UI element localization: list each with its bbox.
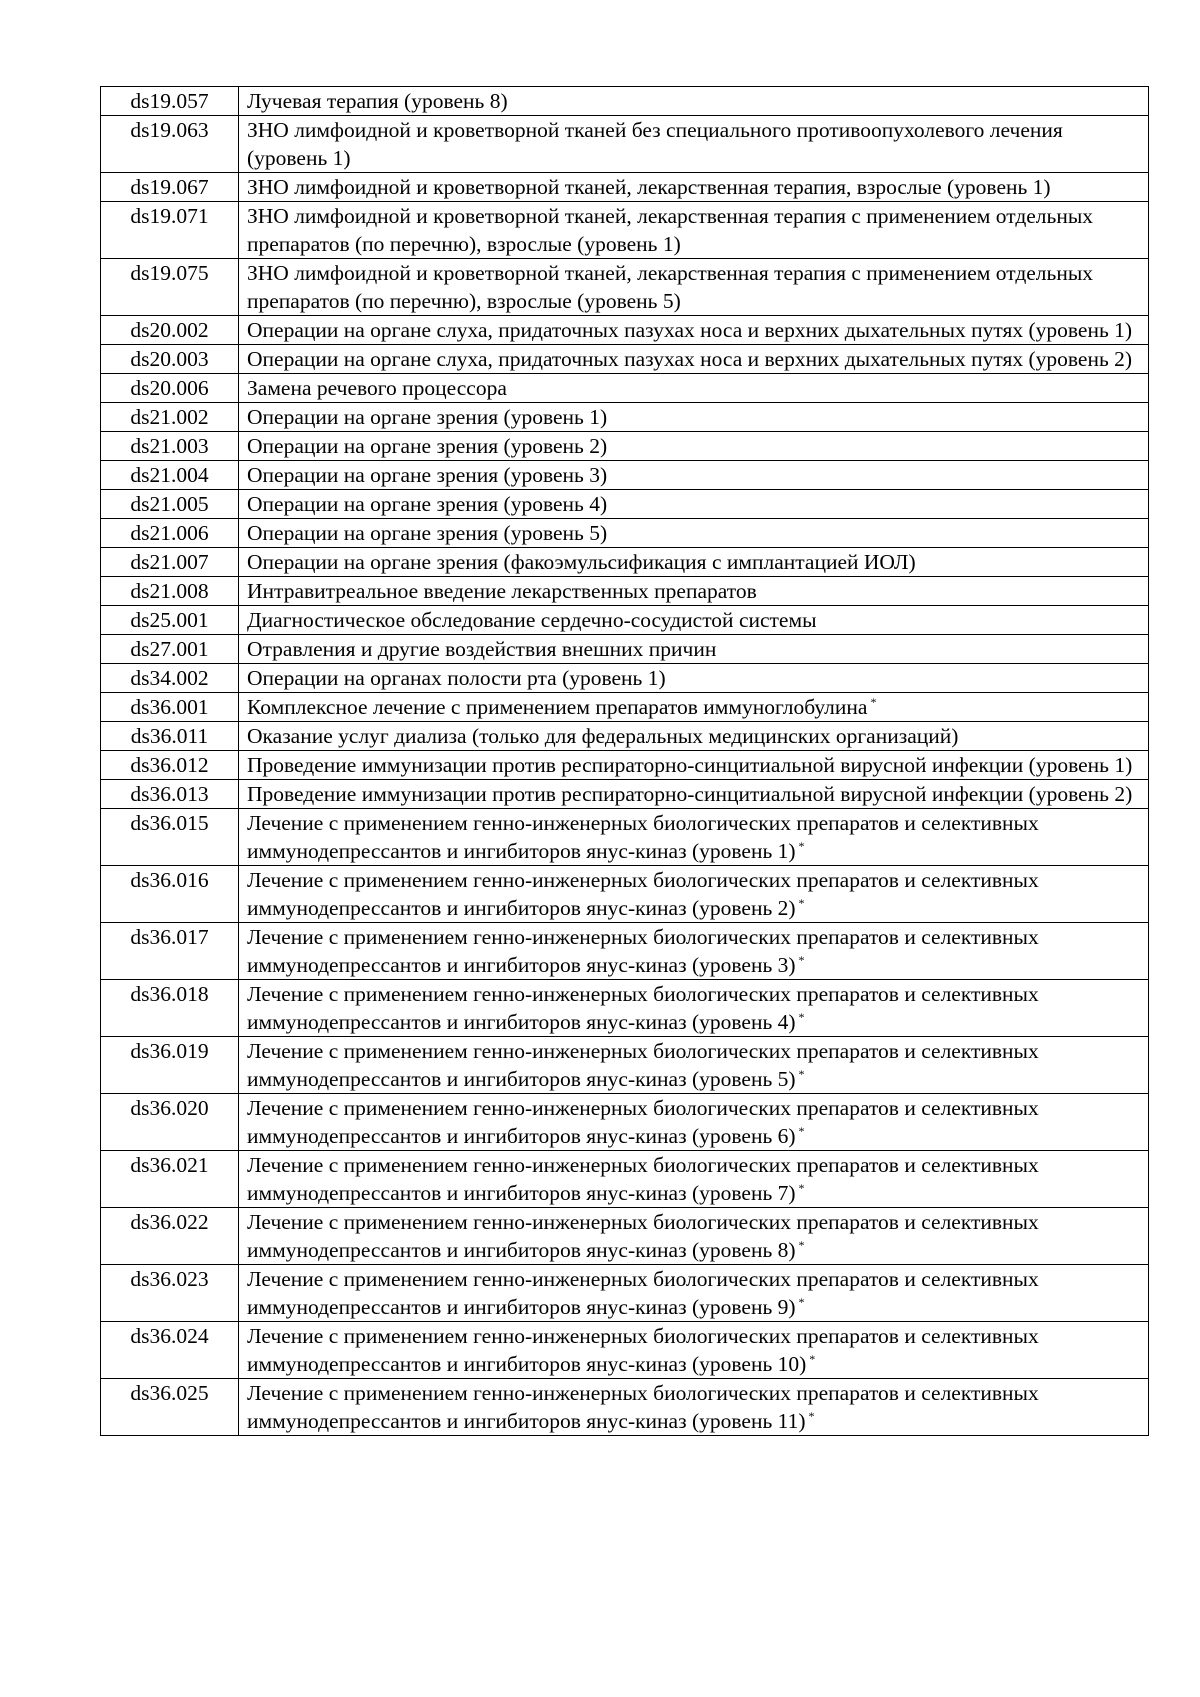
code-cell: ds19.071: [101, 202, 239, 259]
table-row: [101, 403, 1149, 432]
table-row: [101, 577, 1149, 606]
name-cell: [239, 1379, 1149, 1436]
code-cell: ds36.013: [101, 780, 239, 809]
name-text: Операции на органе зрения (уровень 4): [247, 492, 608, 516]
code-cell: ds21.002: [101, 403, 239, 432]
table-row: [101, 809, 1149, 866]
name-text: Лечение с применением генно-инженерных биологических препаратов и селективных иммунодепрессантов и ингибиторов янус-киназ (уровень 9): [247, 1267, 1039, 1319]
table-row: [101, 1094, 1149, 1151]
name-cell: [239, 980, 1149, 1037]
table-row: [101, 780, 1149, 809]
name-text: Операции на органе зрения (уровень 5): [247, 521, 608, 545]
name-text: ЗНО лимфоидной и кроветворной тканей, лекарственная терапия с применением отдельных препаратов (по перечню), взрослые (уровень 5): [247, 261, 1094, 313]
code-cell: ds36.012: [101, 751, 239, 780]
name-cell: [239, 519, 1149, 548]
table-row: [101, 751, 1149, 780]
name-text: Лечение с применением генно-инженерных биологических препаратов и селективных иммунодепрессантов и ингибиторов янус-киназ (уровень 1): [247, 811, 1039, 863]
table-row: [101, 87, 1149, 116]
code-cell: ds21.008: [101, 577, 239, 606]
name-cell: [239, 923, 1149, 980]
name-cell: [239, 693, 1149, 722]
table-row: [101, 693, 1149, 722]
name-text: Проведение иммунизации против респираторно-синцитиальной вирусной инфекции (уровень 1): [247, 753, 1133, 777]
table-row: [101, 259, 1149, 316]
name-text: Операции на органе слуха, придаточных пазухах носа и верхних дыхательных путях (уровень 2): [247, 347, 1133, 371]
code-cell: ds36.024: [101, 1322, 239, 1379]
table-row: [101, 1208, 1149, 1265]
code-cell: ds25.001: [101, 606, 239, 635]
name-cell: [239, 780, 1149, 809]
code-cell: ds36.001: [101, 693, 239, 722]
code-cell: ds36.017: [101, 923, 239, 980]
table-row: [101, 923, 1149, 980]
name-cell: [239, 374, 1149, 403]
name-text: Диагностическое обследование сердечно-сосудистой системы: [247, 608, 817, 632]
code-cell: ds36.011: [101, 722, 239, 751]
name-cell: [239, 548, 1149, 577]
code-cell: ds36.025: [101, 1379, 239, 1436]
name-text: ЗНО лимфоидной и кроветворной тканей, лекарственная терапия, взрослые (уровень 1): [247, 175, 1051, 199]
table-row: [101, 548, 1149, 577]
table-row: [101, 722, 1149, 751]
name-text: Операции на органе зрения (уровень 2): [247, 434, 608, 458]
footnote-marker: *: [798, 1066, 805, 1081]
table-row: [101, 519, 1149, 548]
footnote-marker: *: [809, 1351, 816, 1366]
code-cell: ds36.022: [101, 1208, 239, 1265]
table-row: [101, 980, 1149, 1037]
name-text: Комплексное лечение с применением препаратов иммуноглобулина: [247, 695, 868, 719]
name-text: ЗНО лимфоидной и кроветворной тканей без специального противоопухолевого лечения (уровень 1): [247, 118, 1063, 170]
code-cell: ds19.057: [101, 87, 239, 116]
code-cell: ds19.075: [101, 259, 239, 316]
name-cell: [239, 722, 1149, 751]
name-cell: [239, 1094, 1149, 1151]
name-cell: [239, 1208, 1149, 1265]
table-row: [101, 1265, 1149, 1322]
name-text: Оказание услуг диализа (только для федеральных медицинских организаций): [247, 724, 959, 748]
name-cell: [239, 316, 1149, 345]
name-text: Интравитреальное введение лекарственных препаратов: [247, 579, 757, 603]
table-row: [101, 316, 1149, 345]
table-row: [101, 461, 1149, 490]
table-row: [101, 432, 1149, 461]
code-cell: ds36.023: [101, 1265, 239, 1322]
name-cell: [239, 1151, 1149, 1208]
table-row: [101, 635, 1149, 664]
code-cell: ds21.003: [101, 432, 239, 461]
name-text: Лечение с применением генно-инженерных биологических препаратов и селективных иммунодепрессантов и ингибиторов янус-киназ (уровень 5): [247, 1039, 1039, 1091]
code-cell: ds21.006: [101, 519, 239, 548]
table-row: [101, 202, 1149, 259]
name-cell: [239, 461, 1149, 490]
name-cell: [239, 1322, 1149, 1379]
code-cell: ds36.016: [101, 866, 239, 923]
name-text: Операции на органе зрения (уровень 1): [247, 405, 608, 429]
name-cell: [239, 116, 1149, 173]
name-cell: [239, 87, 1149, 116]
name-cell: [239, 866, 1149, 923]
code-cell: ds36.020: [101, 1094, 239, 1151]
table-row: [101, 1151, 1149, 1208]
name-text: Замена речевого процессора: [247, 376, 507, 400]
code-cell: ds20.003: [101, 345, 239, 374]
table-row: [101, 345, 1149, 374]
name-text: Операции на органе зрения (уровень 3): [247, 463, 608, 487]
table-row: [101, 374, 1149, 403]
footnote-marker: *: [798, 895, 805, 910]
name-text: Лучевая терапия (уровень 8): [247, 89, 508, 113]
name-text: Лечение с применением генно-инженерных биологических препаратов и селективных иммунодепрессантов и ингибиторов янус-киназ (уровень 4): [247, 982, 1039, 1034]
name-text: Лечение с применением генно-инженерных биологических препаратов и селективных иммунодепрессантов и ингибиторов янус-киназ (уровень 3): [247, 925, 1039, 977]
name-text: Операции на органе слуха, придаточных пазухах носа и верхних дыхательных путях (уровень 1): [247, 318, 1133, 342]
name-cell: [239, 809, 1149, 866]
code-cell: ds34.002: [101, 664, 239, 693]
name-cell: [239, 490, 1149, 519]
name-text: Операции на органах полости рта (уровень 1): [247, 666, 666, 690]
footnote-marker: *: [798, 838, 805, 853]
footnote-marker: *: [870, 694, 877, 709]
name-cell: [239, 1037, 1149, 1094]
name-cell: [239, 664, 1149, 693]
name-cell: [239, 345, 1149, 374]
document-page: [100, 86, 1148, 1436]
table-row: [101, 116, 1149, 173]
code-cell: ds21.005: [101, 490, 239, 519]
name-cell: [239, 173, 1149, 202]
name-cell: [239, 751, 1149, 780]
name-cell: [239, 577, 1149, 606]
code-cell: ds36.015: [101, 809, 239, 866]
footnote-marker: *: [808, 1408, 815, 1423]
name-cell: [239, 202, 1149, 259]
code-cell: ds36.021: [101, 1151, 239, 1208]
footnote-marker: *: [798, 1123, 805, 1138]
name-cell: [239, 403, 1149, 432]
code-cell: ds27.001: [101, 635, 239, 664]
footnote-marker: *: [798, 1237, 805, 1252]
name-cell: [239, 259, 1149, 316]
table-row: [101, 866, 1149, 923]
name-cell: [239, 606, 1149, 635]
footnote-marker: *: [798, 1180, 805, 1195]
name-text: Лечение с применением генно-инженерных биологических препаратов и селективных иммунодепрессантов и ингибиторов янус-киназ (уровень 2): [247, 868, 1039, 920]
code-cell: ds36.018: [101, 980, 239, 1037]
table-row: [101, 664, 1149, 693]
table-row: [101, 490, 1149, 519]
code-cell: ds21.004: [101, 461, 239, 490]
table-row: [101, 1322, 1149, 1379]
footnote-marker: *: [798, 1294, 805, 1309]
name-text: Лечение с применением генно-инженерных биологических препаратов и селективных иммунодепрессантов и ингибиторов янус-киназ (уровень 11): [247, 1381, 1039, 1433]
name-cell: [239, 635, 1149, 664]
code-cell: ds19.063: [101, 116, 239, 173]
table-row: [101, 1379, 1149, 1436]
code-cell: ds36.019: [101, 1037, 239, 1094]
name-text: ЗНО лимфоидной и кроветворной тканей, лекарственная терапия с применением отдельных препаратов (по перечню), взрослые (уровень 1): [247, 204, 1094, 256]
name-cell: [239, 432, 1149, 461]
footnote-marker: *: [798, 1009, 805, 1024]
name-text: Отравления и другие воздействия внешних причин: [247, 637, 717, 661]
name-text: Лечение с применением генно-инженерных биологических препаратов и селективных иммунодепрессантов и ингибиторов янус-киназ (уровень 7): [247, 1153, 1039, 1205]
footnote-marker: *: [798, 952, 805, 967]
table-body: [101, 87, 1149, 1436]
table-row: [101, 606, 1149, 635]
name-text: Операции на органе зрения (факоэмульсификация с имплантацией ИОЛ): [247, 550, 916, 574]
tariff-codes-table: [100, 86, 1149, 1436]
code-cell: ds20.002: [101, 316, 239, 345]
code-cell: ds20.006: [101, 374, 239, 403]
name-text: Проведение иммунизации против респираторно-синцитиальной вирусной инфекции (уровень 2): [247, 782, 1133, 806]
table-row: [101, 173, 1149, 202]
table-row: [101, 1037, 1149, 1094]
name-cell: [239, 1265, 1149, 1322]
name-text: Лечение с применением генно-инженерных биологических препаратов и селективных иммунодепрессантов и ингибиторов янус-киназ (уровень 6): [247, 1096, 1039, 1148]
name-text: Лечение с применением генно-инженерных биологических препаратов и селективных иммунодепрессантов и ингибиторов янус-киназ (уровень 10): [247, 1324, 1039, 1376]
code-cell: ds21.007: [101, 548, 239, 577]
code-cell: ds19.067: [101, 173, 239, 202]
name-text: Лечение с применением генно-инженерных биологических препаратов и селективных иммунодепрессантов и ингибиторов янус-киназ (уровень 8): [247, 1210, 1039, 1262]
